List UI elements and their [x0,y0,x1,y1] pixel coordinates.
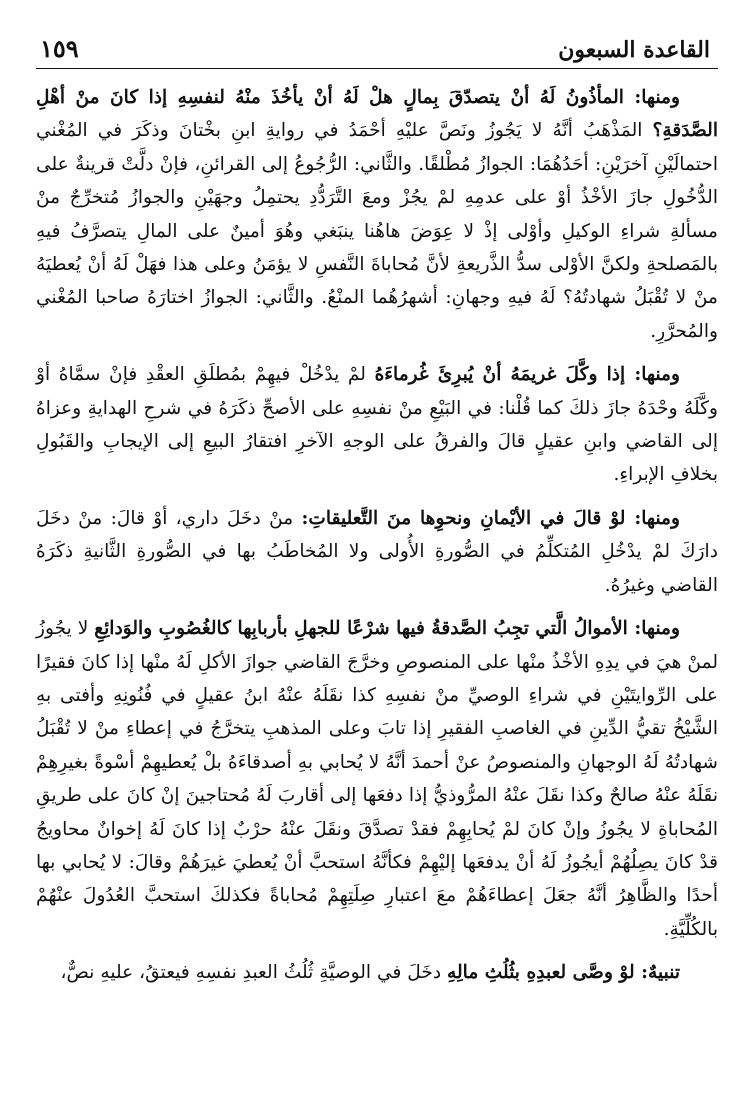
paragraph-1 [36,81,718,348]
header-rule [36,68,718,69]
paragraph-text: لمْ يدْخُلْ فيهِمْ بمُطلَقِ العقْدِ فإنْ سمَّاهُ أوْ وكَّلَهُ وحْدَهُ جازَ ذلكَ كما قُلْنا: في البَيْعِ منْ نفسِهِ على الأصحِّ ذكَرَهُ في شرحِ الهدايةِ وعزاهُ إلى القاضي وابنِ عقيلٍ قالَ والفرقُ على الوجهِ الآخرِ افتقارُ البيعِ إلى الإيجابِ والقَبُولِ بخلافِ الإبراءِ. [36,364,718,486]
page-number: ١٥٩ [40,34,79,63]
paragraph-5 [36,956,718,989]
paragraph-text: دخَلَ في الوصيَّةِ ثُلُثُ العبدِ نفسِهِ فيعتقُ، عليهِ نصٌّ، [60,962,448,984]
paragraph-4 [36,612,718,946]
paragraph-text: المَذْهَبُ أنَّهُ لا يَجُوزُ ونَصَّ عليْهِ أحْمَدُ في روايةِ ابنِ بخْتانَ وذكَرَ في المُغْني احتمالَيْنِ آخرَيْنِ: أحَدُهُمَا: الجوازُ مُطْلقًا. والثَّاني: الرُّجُوعُ إلى القرائنِ، فإنْ دلَّتْ قرينةٌ على الدُّخُولِ جازَ الأخْذُ أوْ على عدمِهِ لمْ يجُزْ ومعَ التَّرَدُّدِ يحتمِلُ وجهَيْنِ والجوازُ مُتخرِّجٌ منْ مسألةِ شراءِ الوكيلِ وأوْلى إذْ لا عِوَضَ هاهُنا ينبَغي وهُوَ أمينٌ على المالِ يتصرَّفُ فيهِ بالمَصلحةِ ولكنَّ الأوْلى سدُّ الذَّريعةِ لأنَّ مُحاباةَ النَّفسِ لا يؤمَنُ وعلى هذا فهَلْ لَهُ أنْ يُعطيَهُ منْ لا تُقْبَلُ شهادتُهُ؟ لَهُ فيهِ وجهانِ: أشهرُهُما المنْعُ. والثَّاني: الجوازُ اختارَهُ صاحبا المُغْني والمُحرَّرِ. [36,120,718,342]
page-header [36,34,718,64]
page-body [36,81,718,990]
paragraph-lead: ومنها: لوْ قالَ في الأيْمانِ ونحوِها منَ التَّعليقاتِ: [301,507,680,529]
paragraph-text: منْ دخَلَ داري، أوْ قالَ: منْ دخَلَ دارَكَ لمْ يدْخُلِ المُتكلِّمُ في الصُّورةِ الأُولى ولا المُخاطَبُ بها في الصُّورةِ الثَّانيةِ ذكَرَهُ القاضي وغيرُهُ. [36,507,718,596]
paragraph-3 [36,502,718,602]
paragraph-text: لا يجُوزُ لمنْ هيَ في يدِهِ الأخْذُ منْها على المنصوصِ وخرَّجَ القاضي جوازَ الأكلِ لَهُ منْها إذا كانَ فقيرًا على الرِّوايتَيْنِ في شراءِ الوصيِّ منْ نفسِهِ كذا نقَلَهُ عنْهُ ابنُ عقيلٍ في فُنُونِهِ وأفتى بهِ الشَّيْخُ تقيُّ الدِّينِ في الغاصبِ الفقيرِ إذا تابَ وعلى المذهبِ يتخرَّجُ في إعطاءِ منْ لا تُقْبَلُ شهادتُهُ لَهُ الوجهانِ والمنصوصُ عنْ أحمدَ أنَّهُ لا يُحابي بهِ أصدقاءَهُ بلْ يُعطيهِمْ أسْوةً بغيرِهِمْ نقَلَهُ عنْهُ صالحٌ وكذا نقَلَ عنْهُ المرُّوذيُّ إذا دفعَها إلى أقاربَ لَهُ مُحتاجينَ إنْ كانَ على طريقِ المُحاباةِ لا يجُوزُ وإنْ كانَ لمْ يُحابِهِمْ فقدْ تصدَّقَ ونقَلَ عنْهُ حرْبٌ إذا كانَ لَهُ إخوانٌ محاويجُ قدْ كانَ يصِلُهُمْ أيجُوزُ لَهُ أنْ يدفعَها إليْهِمْ فكأنَّهُ استحبَّ أنْ يُعطيَ غيرَهُمْ وقالَ: لا يُحابي بها أحدًا والظَّاهِرُ أنَّهُ جعَلَ إعطاءَهُمْ معَ اعتبارِ صِلَتِهِمْ مُحاباةً فكذلكَ استحبَّ العُدُولَ عنْهُمْ بالكُلِّيَّةِ. [36,618,718,940]
paragraph-lead: ومنها: إذا وكَّلَ غريمَهُ أنْ يُبرِئَ غُرماءَهُ [374,364,680,386]
paragraph-lead: تنبيهٌ: لوْ وصَّى لعبدِهِ بثُلُثِ مالِهِ [447,962,680,984]
paragraph-lead: ومنها: المأذُونُ لَهُ أنْ يتصدّقَ بِمالٍ هلْ لَهُ أنْ يأخُذَ منْهُ لنفسِهِ إذا كانَ منْ أهْلِ الصَّدَقةِ؟ [36,87,718,142]
paragraph-lead: ومنها: الأموالُ الَّتي تجِبُ الصَّدقةُ فيها شرْعًا للجهلِ بأربابِها كالغُصُوبِ والوَدائِعِ [94,618,680,640]
running-title: القاعدة السبعون [558,37,710,63]
paragraph-2 [36,358,718,492]
